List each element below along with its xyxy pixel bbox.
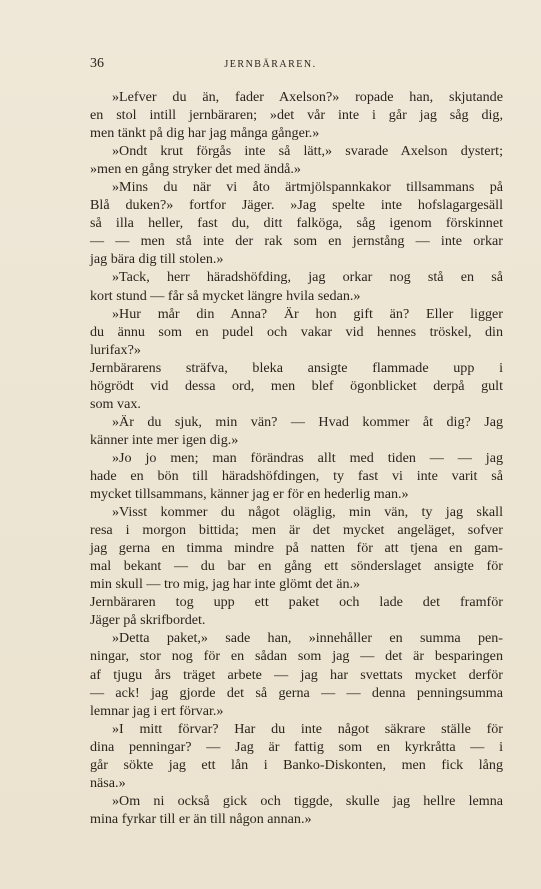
paragraph (90, 142, 503, 178)
text-line: så illa heller, fast du, ditt falköga, såg igenom förskinnet (90, 215, 503, 232)
paragraph (90, 305, 503, 359)
paragraph (90, 413, 503, 449)
text-line: dina penningar? — Jag är fattig som en kyrkråtta — i (90, 738, 503, 755)
text-line: mina fyrkar till er än till någon annan.» (90, 810, 312, 827)
text-line: »Mins du när vi åto ärtmjölspannkakor tillsammans på (112, 179, 503, 196)
paragraph (90, 720, 503, 792)
text-line: hade en bön till häradshöfdingen, ty fast vi inte varit så (90, 467, 503, 484)
text-line: »Detta paket,» sade han, »innehåller en summa pen- (112, 630, 503, 647)
paragraph (90, 593, 503, 629)
text-line: lurifax?» (90, 341, 141, 358)
text-line: Blå duken?» fortfor Jäger. »Jag spelte inte hofslagargesäll (90, 197, 503, 214)
paragraph (90, 88, 503, 142)
text-line: mal bekant — du bar en gång ett sönderslaget ansigte för (90, 558, 503, 575)
text-line: »Tack, herr häradshöfding, jag orkar nog stå en så (112, 269, 503, 286)
text-line: »Om ni också gick och tiggde, skulle jag hellre lemna (112, 792, 503, 809)
text-line: lemnar jag i ert förvar.» (90, 702, 224, 719)
paragraph (90, 268, 503, 304)
text-line: går sökte jag ett lån i Banko-Diskonten, men fick lång (90, 756, 503, 773)
paragraph (90, 449, 503, 503)
text-line: »Hur mår din Anna? Är hon gift än? Eller ligger (112, 305, 503, 322)
running-title: JERNBÄRAREN. (224, 59, 317, 70)
text-line: »Är du sjuk, min vän? — Hvad kommer åt dig? Jag (112, 413, 503, 430)
text-line: högrödt vid dessa ord, men blef ögonblicket derpå gult (90, 377, 503, 394)
text-line: Jernbärarens sträfva, bleka ansigte flammade upp i (90, 359, 503, 376)
body-text (90, 88, 503, 828)
text-line: — ack! jag gjorde det så gerna — — denna penningsumma (90, 684, 503, 701)
text-line: du ännu som en pudel och vakar vid hennes tröskel, din (90, 323, 503, 340)
page-number: 36 (90, 56, 104, 71)
paragraph (90, 359, 503, 413)
paragraph (90, 629, 503, 719)
text-line: »men en gång stryker det med ändå.» (90, 161, 301, 178)
page-header (0, 56, 541, 76)
text-line: »Visst kommer du något oläglig, min vän, ty jag skall (112, 504, 503, 521)
text-line: en stol intill jernbäraren; »det vår inte i går jag såg dig, (90, 107, 503, 124)
text-line: Jäger på skrifbordet. (90, 612, 206, 629)
text-line: af tjugu års träget arbete — jag har svettats mycket derför (90, 666, 503, 683)
text-line: Jernbäraren tog upp ett paket och lade det framför (90, 594, 503, 611)
text-line: mycket tillsammans, känner jag er för en hederlig man.» (90, 486, 409, 503)
text-line: »Ondt krut förgås inte så lätt,» svarade Axelson dystert; (112, 143, 503, 160)
text-line: som vax. (90, 395, 141, 412)
text-line: näsa.» (90, 774, 126, 791)
text-line: känner inte mer igen dig.» (90, 431, 239, 448)
text-line: — — men stå inte der rak som en jernstång — inte orkar (90, 233, 503, 250)
paragraph (90, 503, 503, 593)
text-line: ningar, stor nog för en sådan som jag — det är besparingen (90, 648, 503, 665)
text-line: min skull — tro mig, jag har inte glömt det än.» (90, 576, 361, 593)
text-line: »Jo jo men; man förändras allt med tiden — — jag (112, 449, 503, 466)
text-line: jag bära dig till stolen.» (90, 251, 224, 268)
text-line: resa i morgon bittida; men är det mycket angeläget, sofver (90, 522, 503, 539)
text-line: men tänkt på dig har jag många gånger.» (90, 125, 320, 142)
text-line: »I mitt förvar? Har du inte något säkrare ställe för (112, 720, 503, 737)
text-line: kort stund — får så mycket längre hvila sedan.» (90, 287, 361, 304)
paragraph (90, 792, 503, 828)
text-line: »Lefver du än, fader Axelson?» ropade han, skjutande (112, 89, 503, 105)
paragraph (90, 178, 503, 268)
text-line: jag gerna en timma mindre på natten för att tjena en gam- (90, 540, 503, 557)
